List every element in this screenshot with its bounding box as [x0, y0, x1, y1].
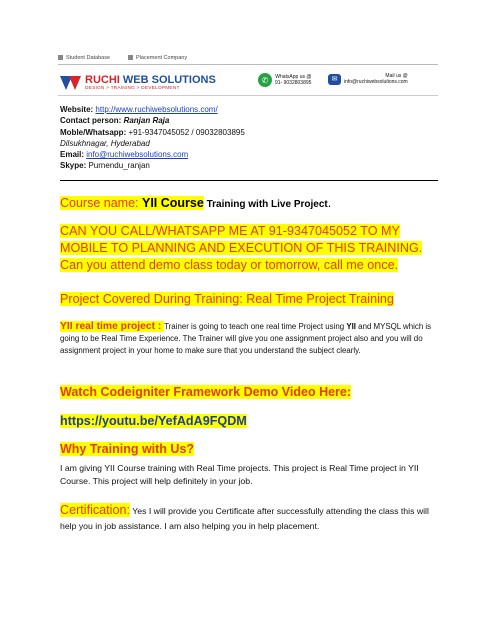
watch-video-heading: Watch Codeigniter Framework Demo Video Here:	[60, 385, 352, 399]
mail-address: info@ruchiwebsolutions.com	[344, 79, 408, 85]
logo-tagline: DESIGN > TRAINING > DEVELOPMENT	[85, 85, 180, 91]
video-link[interactable]: https://youtu.be/YefAdA9FQDM	[60, 414, 247, 428]
company-logo	[60, 71, 216, 95]
email-link[interactable]: info@ruchiwebsolutions.com	[86, 150, 189, 160]
why-training-heading: Why Training with Us?	[60, 442, 195, 456]
mail-contact[interactable]	[328, 73, 408, 85]
skype-line: Skype: Purnendu_ranjan	[60, 161, 150, 171]
logo-name-part1: RUCHI	[85, 73, 120, 86]
header-divider	[58, 64, 438, 65]
yii-project-paragraph: YII real time project : Trainer is going to teach one real time Project using YII and MYSQL which is going to be Real Time Experience. The Trainer will give you one assignment project also and you will do assignment project in your home to make sure that you understand the subject clearly.	[60, 321, 432, 355]
header-bottom-divider	[58, 95, 438, 96]
contact-person: Ranjan Raja	[123, 116, 170, 126]
certification-heading: Certification:	[60, 503, 130, 517]
website-link[interactable]: http://www.ruchiwebsolutions.com/	[95, 105, 218, 114]
student-database-link[interactable]: Student Database	[58, 55, 110, 61]
whatsapp-number: 91- 9032803895	[275, 80, 312, 86]
mail-label: Mail us @	[385, 73, 408, 79]
email-line: Email: info@ruchiwebsolutions.com	[60, 150, 189, 160]
certification-paragraph: Certification: Yes I will provide you Certificate after successfully attending the class this will help you in job assistance. I am also helping you in help placement.	[60, 503, 429, 531]
address-line: Dilsukhnagar, Hyderabad	[60, 138, 150, 148]
call-to-action: CAN YOU CALL/WHATSAPP ME AT 91-9347045052 TO MY MOBILE TO PLANNING AND EXECUTION OF THIS TRAINING. Can you attend demo class today or tomorrow, call me once.	[60, 224, 423, 272]
contact-block	[60, 104, 245, 172]
header-links	[58, 55, 187, 61]
logo-name-part2: WEB SOLUTIONS	[119, 73, 216, 86]
website-line: Website: http://www.ruchiwebsolutions.com/	[60, 105, 218, 114]
logo-mark-icon	[60, 74, 82, 92]
placement-company-link[interactable]: Placement Company	[128, 55, 187, 61]
skype-id: Purnendu_ranjan	[88, 161, 150, 171]
search-icon	[128, 55, 133, 60]
mobile-number: +91-9347045052 / 09032803895	[128, 127, 245, 137]
why-training-text: I am giving YII Course training with Real Time projects. This project is Real Time project in YII Course. This project will help definitely in your job.	[60, 463, 419, 486]
project-heading: Project Covered During Training: Real Time Project Training	[60, 292, 394, 306]
course-name: Course name: YII Course Training with Live Project.	[60, 196, 332, 210]
contact-person-line: Contact person: Ranjan Raja	[60, 116, 170, 126]
yii-project-heading: YII real time project :	[60, 321, 165, 332]
mail-icon: ✉	[328, 74, 341, 85]
whatsapp-contact[interactable]	[258, 73, 311, 87]
mobile-line: Moble/Whatsapp: +91-9347045052 / 09032803895	[60, 127, 245, 137]
whatsapp-label: WhatsApp us @	[275, 74, 312, 80]
database-icon	[58, 55, 63, 60]
section-rule	[60, 180, 438, 181]
whatsapp-icon: ✆	[258, 73, 272, 87]
